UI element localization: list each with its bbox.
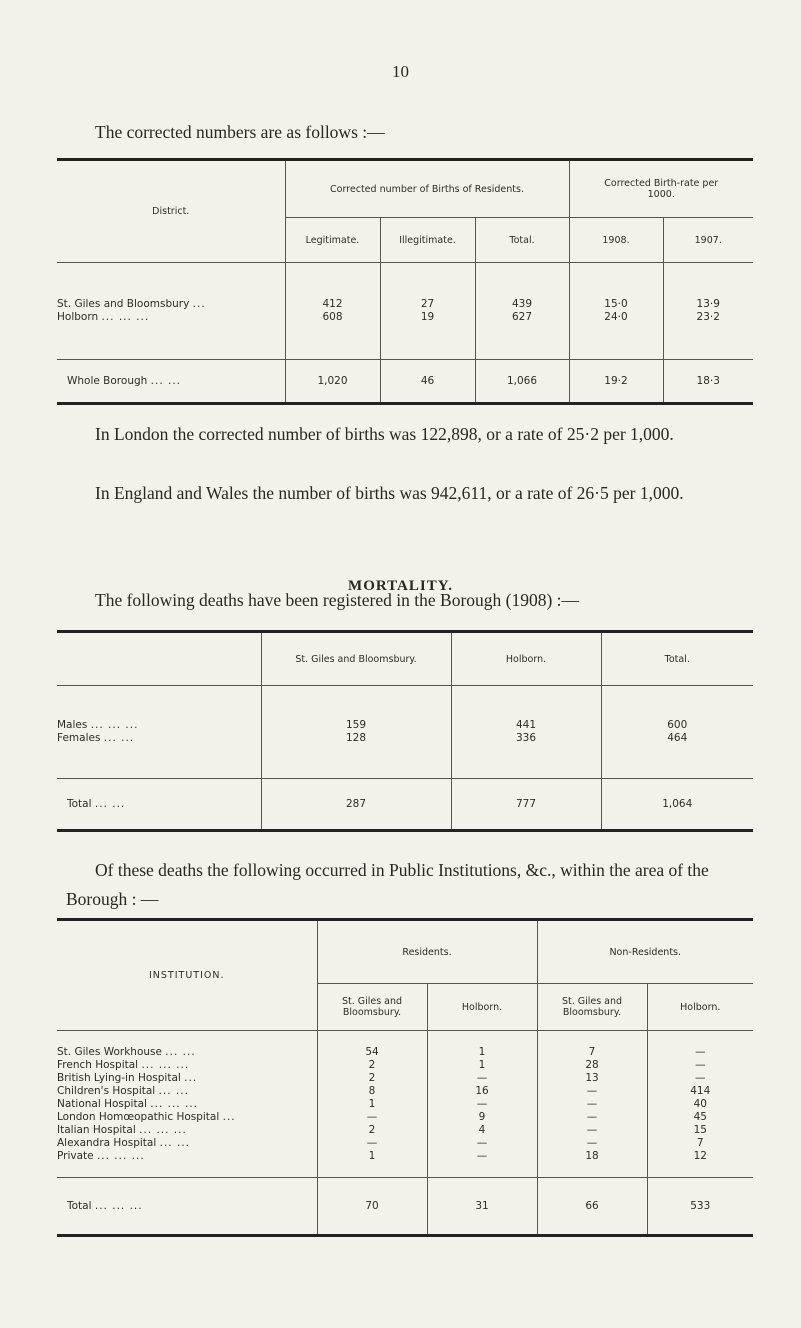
females-label: Females bbox=[57, 732, 101, 744]
total-legitimate: 1,020 bbox=[285, 360, 380, 404]
st-giles-values: 159 128 bbox=[261, 686, 451, 779]
holborn-header: Holborn. bbox=[451, 632, 601, 686]
institution-header: INSTITUTION. bbox=[57, 920, 317, 1031]
deaths-total-st-giles: 287 bbox=[261, 779, 451, 831]
table-row: Holborn ... ... ... bbox=[57, 311, 150, 323]
district-label: Holborn bbox=[57, 311, 99, 323]
list-item: London Homœopathic Hospital ... bbox=[57, 1110, 236, 1123]
deaths-intro-text: The following deaths have been registered in the Borough (1908) :— bbox=[95, 590, 580, 610]
non-residents-header: Non-Residents. bbox=[537, 920, 753, 984]
table-row: St. Giles and Bloomsbury ... bbox=[57, 298, 206, 310]
total-rate-1908: 19·2 bbox=[569, 360, 663, 404]
birth-rate-header: Corrected Birth-rate per 1000. bbox=[569, 160, 753, 218]
rate-1907-values: 13·9 23·2 bbox=[663, 263, 753, 360]
institution-names bbox=[57, 1031, 317, 1178]
intro-text: The corrected numbers are as follows :— bbox=[95, 122, 385, 142]
list-item: Italian Hospital ... ... ... bbox=[57, 1123, 187, 1136]
list-item: British Lying-in Hospital ... bbox=[57, 1071, 198, 1084]
deaths-total-label: Total bbox=[67, 798, 92, 810]
institutions-total-row: Total ... ... ... 70 31 66 533 bbox=[57, 1178, 753, 1236]
total-header: Total. bbox=[601, 632, 753, 686]
deaths-total-row: Total ... ... 287 777 1,064 bbox=[57, 779, 753, 831]
non-st-giles-header: St. Giles and Bloomsbury. bbox=[537, 984, 647, 1031]
institutions-total-label: Total bbox=[67, 1200, 92, 1212]
total-births: 1,066 bbox=[475, 360, 569, 404]
total-res-holborn: 31 bbox=[427, 1178, 537, 1236]
deaths-total-holborn: 777 bbox=[451, 779, 601, 831]
england-births-text: In England and Wales the number of births was 942,611, or a rate of 26·5 per 1,000. bbox=[95, 483, 684, 503]
holborn-values: 441 336 bbox=[451, 686, 601, 779]
whole-borough-label: Whole Borough bbox=[67, 375, 148, 387]
list-item: Children's Hospital ... ... bbox=[57, 1084, 189, 1097]
non-st-giles-values: 7 28 13 — — — — — 18 bbox=[537, 1031, 647, 1178]
res-st-giles-values: 54 2 2 8 1 — 2 — 1 bbox=[317, 1031, 427, 1178]
non-holborn-values: — — — 414 40 45 15 7 12 bbox=[647, 1031, 753, 1178]
table-row: Females ... ... bbox=[57, 732, 135, 744]
mortality-heading: MORTALITY. bbox=[348, 578, 453, 594]
total-illegitimate: 46 bbox=[380, 360, 475, 404]
total-res-st-giles: 70 bbox=[317, 1178, 427, 1236]
whole-borough-row: Whole Borough ... ... 1,020 46 1,066 19·2 18·3 bbox=[57, 360, 753, 404]
res-holborn-header: Holborn. bbox=[427, 984, 537, 1031]
year-1907-header: 1907. bbox=[663, 218, 753, 263]
legitimate-header: Legitimate. bbox=[285, 218, 380, 263]
list-item: Alexandra Hospital ... ... bbox=[57, 1136, 190, 1149]
deaths-blank-header bbox=[57, 632, 261, 686]
rate-1908-values: 15·0 24·0 bbox=[569, 263, 663, 360]
males-label: Males bbox=[57, 719, 88, 731]
institutions-table bbox=[57, 918, 753, 1237]
res-holborn-values: 1 1 — 16 — 9 4 — — bbox=[427, 1031, 537, 1178]
illegitimate-values: 27 19 bbox=[380, 263, 475, 360]
corrected-births-header: Corrected number of Births of Residents. bbox=[285, 160, 569, 218]
total-header: Total. bbox=[475, 218, 569, 263]
total-non-holborn: 533 bbox=[647, 1178, 753, 1236]
list-item: Private ... ... ... bbox=[57, 1149, 145, 1162]
legitimate-values: 412 608 bbox=[285, 263, 380, 360]
district-header: District. bbox=[57, 160, 285, 263]
total-values: 600 464 bbox=[601, 686, 753, 779]
total-rate-1907: 18·3 bbox=[663, 360, 753, 404]
deaths-table bbox=[57, 630, 753, 832]
year-1908-header: 1908. bbox=[569, 218, 663, 263]
list-item: National Hospital ... ... ... bbox=[57, 1097, 198, 1110]
institutions-intro-text: Of these deaths the following occurred in Public Institutions, &c., within the area of the Borough : — bbox=[66, 860, 709, 909]
residents-header: Residents. bbox=[317, 920, 537, 984]
london-births-text: In London the corrected number of births was 122,898, or a rate of 25·2 per 1,000. bbox=[95, 424, 674, 444]
total-non-st-giles: 66 bbox=[537, 1178, 647, 1236]
births-table bbox=[57, 158, 753, 405]
illegitimate-header: Illegitimate. bbox=[380, 218, 475, 263]
deaths-total-all: 1,064 bbox=[601, 779, 753, 831]
deaths-label-cell bbox=[57, 686, 261, 779]
res-st-giles-header: St. Giles and Bloomsbury. bbox=[317, 984, 427, 1031]
list-item: St. Giles Workhouse ... ... bbox=[57, 1045, 196, 1058]
non-holborn-header: Holborn. bbox=[647, 984, 753, 1031]
table-row: Males ... ... ... bbox=[57, 719, 139, 731]
list-item: French Hospital ... ... ... bbox=[57, 1058, 190, 1071]
page-number: 10 bbox=[392, 62, 409, 81]
st-giles-header: St. Giles and Bloomsbury. bbox=[261, 632, 451, 686]
district-label: St. Giles and Bloomsbury bbox=[57, 298, 190, 310]
births-district-cell bbox=[57, 263, 285, 360]
total-values: 439 627 bbox=[475, 263, 569, 360]
